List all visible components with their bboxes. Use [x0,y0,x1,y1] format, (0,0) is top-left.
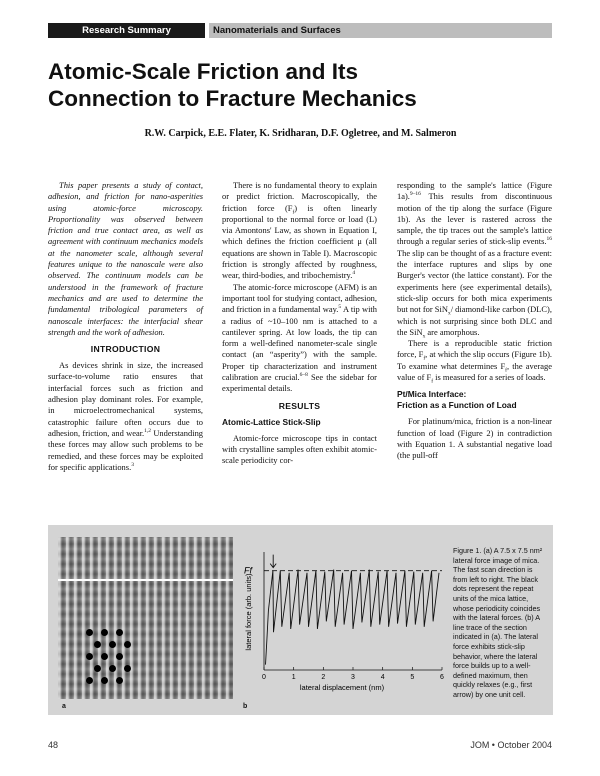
stick-slip-chart [238,540,450,700]
x-tick-label: 1 [291,674,296,681]
ref-marker: 16 [546,236,552,243]
title-line-2: Connection to Fracture Mechanics [48,86,417,111]
subscript: f [505,367,507,374]
lattice-dot [116,653,123,660]
lattice-dot [124,665,131,672]
journal-info: JOM • October 2004 [470,740,552,750]
section-label: Research Summary [48,23,205,38]
ref-marker: 4 [352,270,356,277]
column-1 [48,180,203,473]
text-run: , the average value of F [397,360,552,383]
text-run: The slip can be thought of as a fracture event: the interface ruptures and slips by one Burger's vector (the lattice constant). For the experiments here (see experimental details), stick-slip occurs for both mica experiments but not for SiN [397,247,552,315]
subscript: f [292,209,295,216]
x-tick-label: 5 [410,674,415,681]
lattice-dot [116,629,123,636]
static-friction-paragraph [397,338,552,383]
lattice-dot [101,629,108,636]
intro-text-2: Understanding these forces may allow such problems to be remedied, and these forces may be exploited for specific applications. [48,427,204,472]
lattice-dot [109,641,116,648]
column-3 [397,180,552,462]
text-run: are amorphous. [425,326,480,337]
text-run: See the sidebar for experimental details. [222,372,377,394]
x-axis-label: lateral displacement (nm) [299,683,385,692]
panel-label-a: a [62,703,66,710]
topic-label: Nanomaterials and Surfaces [209,23,552,38]
lattice-dot [109,665,116,672]
text-run: There is a reproducible static friction force, F [397,338,552,360]
abstract: This paper presents a study of contact, adhesion, and friction for nano-asperities using atomic-force microscopy. Proportionality was observed between friction and true contact area, as well as agreement with continuum mechanics models at the nanometer scale, although several features unique to the nanoscale were also observed. The continuum models can be understood in the framework of fracture mechanics and are used to determine the fundamental tribological parameters of nanoscale interfaces: the interfacial shear strength and the work of adhesion. [48,180,203,337]
text-run: , at which the slip occurs (Figure 1b). To examine what determines F [397,349,552,371]
ref-marker: 1,2 [144,428,152,435]
x-tick-label: 4 [380,674,385,681]
text-run: is measured for a series of loads. [433,372,546,383]
figure-caption: Figure 1. (a) A 7.5 x 7.5 nm² lateral force image of mica. The fast scan direction is from left to right. The black dots represent the repeat units of the mica lattice, whose periodicity coincides with the lateral forces. (b) A line trace of the section indicated in (a). The lateral force exhibits stick-slip behavior, where the lateral force builds up to a well-defined maximum, then quickly relaxes (e.g., first arrow) by one unit cell. [453,546,543,699]
text-run: A tip with a radius of ~10–100 nm is attached to a cantilever spring. At low loads, the tip can form a well-defined nanometer-scale single contact (an “asperity”) with the sample. Proper tip characterization and instrument calibration are crucial. [222,304,377,383]
lattice-dot [101,677,108,684]
page-number: 48 [48,740,59,750]
text-run: ) is often linearly proportional to the normal force or load (L) via Amontons' Law, as shown in Equation I, which defines the friction coefficient μ (all equations are shown in Table I). Macroscopic friction is strongly affected by roughness, wear, third-bodies, and tribochemistry. [222,202,378,281]
afm-lateral-force-image [58,537,233,699]
subscript: x [447,310,451,317]
subscript: x [422,333,426,340]
intro-text-1: As devices shrink in size, the increased surface-to-volume ratio ensures that interfacial forces such as friction and adhesion play dominant roles. For example, in microelectromechanical systems, catastrophic failure often occurs due to adhesion, friction, and wear. [48,360,203,438]
column-2 [222,180,377,467]
theory-paragraph [222,180,377,282]
text-run: / diamond-like carbon (DLC), which is not surprising since both DLC and the SiN [397,304,552,337]
afm-paragraph [222,282,377,395]
text-run: responding to the sample's lattice (Figure 1a). [397,180,552,202]
x-tick-label: 6 [440,674,444,681]
subheading-line-1: Pt/Mica Interface: [397,389,467,400]
stick-slip-subheading: Atomic-Lattice Stick-Slip [222,416,321,427]
lattice-dot [86,677,93,684]
x-tick-label: 2 [321,674,326,681]
ref-marker: 9–16 [409,191,421,198]
subheading-line-2: Friction as a Function of Load [397,400,517,411]
author-list: R.W. Carpick, E.E. Flater, K. Sridharan, D.F. Ogletree, and M. Salmeron [144,128,457,139]
results-heading: RESULTS [278,400,321,411]
lattice-dot [116,677,123,684]
trace-section-line [58,579,233,581]
lattice-dot [94,641,101,648]
x-tick-label: 3 [351,674,355,681]
article-title [48,58,553,112]
ff-label: Ff [244,565,252,576]
text-run: The atomic-force microscope (AFM) is an important tool for studying contact, adhesion, and friction in a fundamental way. [222,281,377,315]
lattice-dot [101,653,108,660]
subscript: f [431,378,434,385]
stick-slip-paragraph: Atomic-force microscope tips in contact with crystalline samples often exhibit atomic-scale periodicity cor- [222,432,377,466]
lattice-dot [86,629,93,636]
ref-marker: 6–8 [299,372,308,379]
title-line-1: Atomic-Scale Friction and Its [48,59,359,84]
panel-label-b: b [243,703,248,710]
lattice-dot [94,665,101,672]
pt-mica-paragraph: For platinum/mica, friction is a non-linear function of load (Figure 2) in contradiction with Equation 1. A substantial negative load (the pull-off [397,416,552,461]
lattice-dot [86,653,93,660]
ref-marker: 3 [131,462,134,469]
lattice-paragraph [397,180,552,338]
x-tick-label: 0 [262,674,266,681]
ref-marker: 5 [338,304,342,311]
subscript: f [423,356,426,363]
text-run: This results from discontinuous motion of the tip along the surface (Figure 1b). As the lever is rastered across the sample, the tip traces out the sample's lattice through a regular series of stick-slip events. [397,191,552,247]
y-axis-label: lateral force (arb. units) [244,573,253,651]
introduction-paragraph [48,360,203,473]
introduction-heading: INTRODUCTION [90,344,161,355]
lattice-dot [124,641,131,648]
text-run: There is no fundamental theory to explain or predict friction. Macroscopically, the friction force (F [222,180,377,213]
pt-mica-subheading [397,389,552,411]
